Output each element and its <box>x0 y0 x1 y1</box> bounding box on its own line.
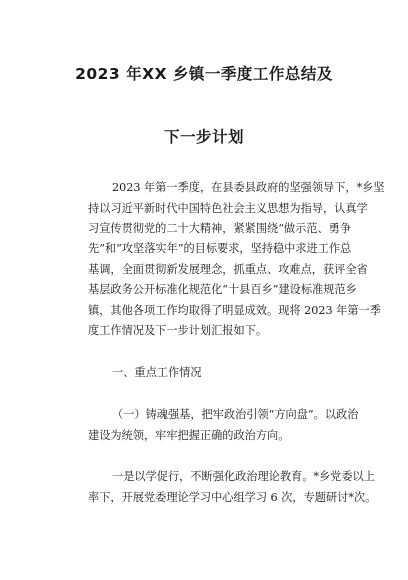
intro-line-3: 习宣传贯彻党的二十大精神，紧紧围绕“做示范、勇争 <box>88 222 352 235</box>
intro-line-4: 先”和“攻坚落实年”的目标要求，坚持稳中求进工作总 <box>88 242 352 255</box>
document-title-line-2: 下一步计划 <box>163 128 244 146</box>
paragraph-line-2: 率下，开展党委理论学习中心组学习 6 次，专题研讨*次。 <box>88 491 377 504</box>
subsection-line-2: 建设为统领，牢牢把握正确的政治方向。 <box>88 429 290 442</box>
section-heading: 一、重点工作情况 <box>112 366 202 379</box>
subsection-line-1: （一）铸魂强基，把牢政治引领“方向盘”。以政治 <box>112 408 359 421</box>
intro-line-1: 2023 年第一季度，在县委县政府的坚强领导下，*乡坚 <box>112 181 385 194</box>
intro-line-2: 持以习近平新时代中国特色社会主义思想为指导，认真学 <box>88 202 368 215</box>
intro-line-7: 镇，其他各项工作均取得了明显成效。现将 2023 年第一季 <box>88 304 381 317</box>
intro-line-6: 基层政务公开标准化规范化“十县百乡”建设标准规范乡 <box>88 283 357 296</box>
intro-line-5: 基调，全面贯彻新发展理念，抓重点、攻难点，获评全省 <box>88 263 368 276</box>
intro-line-8: 度工作情况及下一步计划汇报如下。 <box>88 324 268 337</box>
paragraph-line-1: 一是以学促行，不断强化政治理论教育。*乡党委以上 <box>112 470 375 483</box>
document-title-line-1: 2023 年XX 乡镇一季度工作总结及 <box>75 65 333 83</box>
